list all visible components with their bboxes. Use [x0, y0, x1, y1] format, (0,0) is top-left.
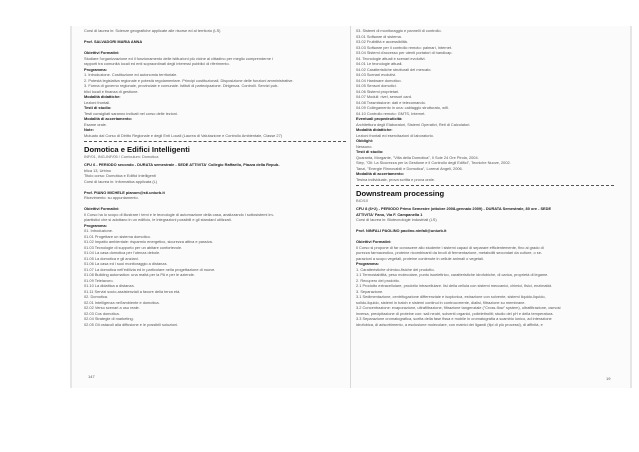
right-course-details	[356, 28, 614, 182]
text-line: 01.02 Impatto ambientale: risparmio energetico, sicurezza attiva e passiva.	[84, 239, 213, 244]
text-line: 04. Tecnologie attuali e scenari evolutivi.	[356, 55, 426, 61]
text-line: 04.06 Sistemi proprietari.	[356, 88, 400, 94]
right-page	[356, 28, 614, 374]
text-line: 04.05 Sensori domotici.	[356, 83, 397, 88]
text-line: 1.1 Termostabilità, peso molecolare, punto isoelettrico, caratteristiche idrofobiche, di carica, proprietà di legame.	[356, 272, 549, 277]
text-line: 3.2 Concentrazione: evaporazione, ultrafiltrazione, filtrazione tangenziale ("Cross-flow" system), ultrafiltrazione, osmosi	[356, 305, 561, 310]
text-line: Obiettivi Formativi:	[84, 50, 120, 55]
text-line: Mutuato dal Corso di Diritto Regionale e degli Enti Locali (Laurea di Valutazione e Controllo Ambientale, Classe 27)	[84, 132, 283, 138]
text-line: 04.02 Caratteristiche strutturali del mercato.	[356, 66, 432, 72]
section-divider	[84, 141, 346, 143]
text-line: 01.07 La domotica nell'edilizia ed in particolare nella progettazione di nuove.	[84, 266, 216, 272]
text-line: Tesina individuale, prova scritta e prova orale.	[356, 176, 435, 182]
text-line: 01.10 La didattica a distanza.	[84, 283, 135, 288]
text-line: Il Corso ha lo scopo di illustrare i temi e le tecnologie di automazione della casa, analizzando i sottosistemi im-	[84, 211, 274, 217]
book-gutter	[350, 26, 351, 388]
text-line: 3.1 Sedimentazione, centrifugazione differenziale e isopicnica, estrazione con solvente, sistemi liquido-liquido,	[356, 294, 546, 299]
text-line: Prof. NINFALI PAOLINO paolino.ninfali@uniurb.it	[356, 228, 447, 233]
text-line: Modalità di accertamento:	[356, 171, 404, 176]
text-line: 01.01 Progettare un sistema domotico.	[84, 233, 151, 239]
section-title: Downstream processing	[356, 189, 445, 198]
text-line: inversa, precipitazione di proteine con: sali neutri, solventi organici, polielettroliti; studio del pH e della temperatura.	[356, 310, 554, 316]
text-line: 02. Domotica.	[84, 294, 109, 299]
text-line: 04.03 Scenari evolutivi.	[356, 72, 397, 77]
text-line: Note:	[84, 127, 94, 132]
text-line: 3. Forma di governo regionale, provinciale e comunale. Istituti di partecipazione. Dirigenza. Controlli. Servizi pub-	[84, 83, 279, 88]
text-line: 01.03 Tecnologie di supporto per un abitare confortevole.	[84, 244, 183, 250]
text-line: Esame orale.	[84, 121, 107, 127]
text-line: Programma:	[84, 222, 107, 228]
text-line: 02.05 Gli ostacoli alla diffusione e le possibili soluzioni.	[84, 321, 179, 327]
text-line: Modalità didattiche:	[356, 127, 393, 132]
text-line: Lezioni frontali.	[84, 99, 111, 105]
text-line: Corsi di laurea in: Scienze geografiche applicate alle risorse ed al territorio (LS)	[84, 28, 221, 33]
text-line: 01.08 Building automation: una realtà per la PA e per le aziende.	[84, 272, 195, 277]
text-line: 02.01 Intelligenza nell'ambiente e domotica.	[84, 299, 160, 305]
text-line: Modalità didattiche:	[84, 94, 121, 99]
left-section-content	[84, 162, 346, 327]
section-subtitle: BIO/10	[356, 198, 369, 203]
text-line: 01. Introduzione.	[84, 228, 113, 233]
text-line: Il Corso si propone di far conoscere allo studente i sistemi capaci di separare efficientemente, fino al grado di	[356, 244, 544, 250]
text-line: CFU 6 - PERIODO secondo - DURATA semestrale - SEDE ATTIVITA' Collegio Raffaello, Piazza della Repub-	[84, 162, 280, 167]
text-line: Ricevimento: su appuntamento.	[84, 195, 139, 200]
text-line: Nessuno.	[356, 143, 373, 149]
text-line: 01.06 La casa ed i suoi monitoraggio a distanza.	[84, 261, 168, 266]
text-line: Testi consigliati saranno indicati nel corso delle lezioni.	[84, 110, 178, 116]
text-line: 01.05 La domotica e gli anziani.	[84, 255, 139, 261]
text-line: 04.04 Hardware domotico.	[356, 77, 402, 83]
text-line: 1. Caratteristiche chimico-fisiche del prodotto.	[356, 266, 435, 272]
text-line: piantistici che si adottano in un edificio, le integrazioni possibili e gli standard utilizzati.	[84, 217, 232, 222]
left-page	[84, 28, 346, 374]
section-subtitle: INF/01, ING-INF/05 / Curriculum: Domotica	[84, 154, 159, 159]
text-line: Programma:	[356, 261, 379, 266]
text-line: parazioni a scopo vegetali, proteine contenute in cellule animali o vegetali.	[356, 255, 484, 261]
left-page-edge	[70, 26, 72, 388]
text-line: 02.04 Strategie di marketing.	[84, 316, 134, 321]
text-line: 2. Recupero del prodotto.	[356, 277, 400, 283]
text-line: Programma:	[84, 66, 107, 72]
left-course-details	[84, 28, 346, 138]
text-line: 3.3 Separazione cromatografica, scelta della fase fissa e mobile in cromatografia a scambio ionico, ad interazione	[356, 316, 552, 321]
text-line: Obiettivi Formativi:	[356, 239, 392, 244]
page-number: 19	[606, 376, 611, 381]
text-line: Corsi di laurea in: Biotecnologie industriali (LS)	[356, 217, 437, 222]
text-line: CFU 8 (6+2) - PERIODO Primo Semestre (ottobre 2008-gennaio 2009) - DURATA Semestrale, 80 ore - SEDE	[356, 206, 552, 211]
text-line: Testi di studio:	[84, 105, 112, 110]
text-line: 02.03 Cos domotica.	[84, 310, 120, 316]
text-line: rapporti tra comunità locali ed enti sopraordinati degli interessi pubblici di riferimento.	[84, 61, 230, 66]
text-line: Obiettivi Formativi:	[84, 206, 120, 211]
text-line: 04.09 Collegamento in una: cablaggio strutturato, wifi.	[356, 105, 449, 110]
text-line: 03. Sistemi di monitoraggio e pannelli di controllo.	[356, 28, 442, 33]
text-line: Architettura degli Elaboratori, Sistemi Operativi, Reti di Calcolatori.	[356, 121, 471, 127]
text-line: purezza farmaceutico, proteine ricombinanti da brodi di fermentazione, metaboliti secondari da culture, o se-	[356, 250, 543, 255]
text-line: 01.11 Servizi socio-assistenziali a favore della terza età.	[84, 288, 181, 294]
text-line: 04.08 Trasmissione: dati e telecomando.	[356, 99, 426, 105]
text-line: Studiare l'organizzazione ed il funzionamento delle istituzioni più vicine al cittadino per meglio comprenderne i	[84, 55, 273, 61]
text-line: 03.01 Software di sistema.	[356, 33, 402, 39]
text-line: Eventuali propedeuticità:	[356, 116, 403, 121]
text-line: Prof. SALVADORI MARIA ANNA	[84, 39, 143, 44]
text-line: Titolo corso: Domotica e Edifici Intelligenti	[84, 173, 156, 178]
right-page-edge	[630, 26, 632, 388]
text-line: Siep, "Gli: La Sicurezza per la Gestione e il Controllo degli Edifici", Tecniche Nuove, 2002.	[356, 160, 511, 165]
text-line: 2.1 Prodotto extracellulare, prodotto intracellulare. lisi della cellula con sistemi meccanici, chimici, fisici, enzimatici.	[356, 283, 553, 288]
text-line: Tanzi, "Energie Rinnovabili e Domotica", Lorenzi Angeli, 2006.	[356, 165, 463, 171]
page-number: 147	[88, 374, 95, 379]
text-line: Lezioni frontali ed esercitazioni di laboratorio.	[356, 132, 434, 138]
text-line: Quaranta, Morgante, "Villa della Domotica", Il Sole 24 Ore Pirola, 2004.	[356, 154, 479, 160]
text-line: 1. Introduzione. Costituzione ed autonomia territoriale.	[84, 72, 178, 77]
text-line: 04.10 Controllo remoto: GMTS, Internet.	[356, 110, 426, 116]
right-section-content	[356, 206, 614, 327]
text-line: 03.04 Sistemi d'accesso per utenti portatori di handicap.	[356, 50, 453, 55]
text-line: Modalità di accertamento:	[84, 116, 132, 121]
text-line: 3. Separazione.	[356, 288, 384, 294]
section-title: Domotica e Edifici Intelligenti	[84, 145, 190, 154]
text-line: Obblighi:	[356, 138, 374, 143]
text-line: idrofobica, di adsorbimento, a esclusione molecolare, con matrici dei ligandi (tipi di più processi), di affinità, e	[356, 321, 543, 327]
text-line: 04.07 Moduli: rivel, sensori card.	[356, 94, 413, 99]
text-line: 01.09 Telelavoro.	[84, 277, 114, 283]
text-line: 04.01 Le tecnologie attuali.	[356, 61, 403, 66]
section-divider	[356, 185, 614, 187]
text-line: 03.03 Software per il controllo remoto: palmari, Internet.	[356, 44, 453, 50]
text-line: 01.04 La casa domotica per l'utenza debole.	[84, 250, 161, 255]
text-line: Prof. PIANO MICHELE pianom@sti.uniurb.it	[84, 189, 165, 195]
text-line: blici locali e finanza di gestione.	[84, 88, 139, 94]
text-line: ATTIVITA' Fano, Via F. Campanella 1	[356, 211, 423, 217]
text-line: 02.02 Verso scenari a uso reale.	[84, 305, 140, 310]
text-line: 03.02 Fruibilità e accessibilità.	[356, 39, 408, 44]
text-line: Testi di studio:	[356, 149, 384, 154]
text-line: 2. Potestà legislativa regionale e potestà regolamentare. Principi costituzionali. Disposizione delle funzioni amministrative.	[84, 77, 294, 83]
text-line: blica 13, Urbino	[84, 167, 112, 173]
text-line: solido-liquido, sistemi in batch e sistemi continui in controcorrente, dialisi, filtrazione su membrane.	[356, 299, 526, 305]
text-line: Corsi di laurea in: Informatica applicata (L)	[84, 178, 158, 184]
